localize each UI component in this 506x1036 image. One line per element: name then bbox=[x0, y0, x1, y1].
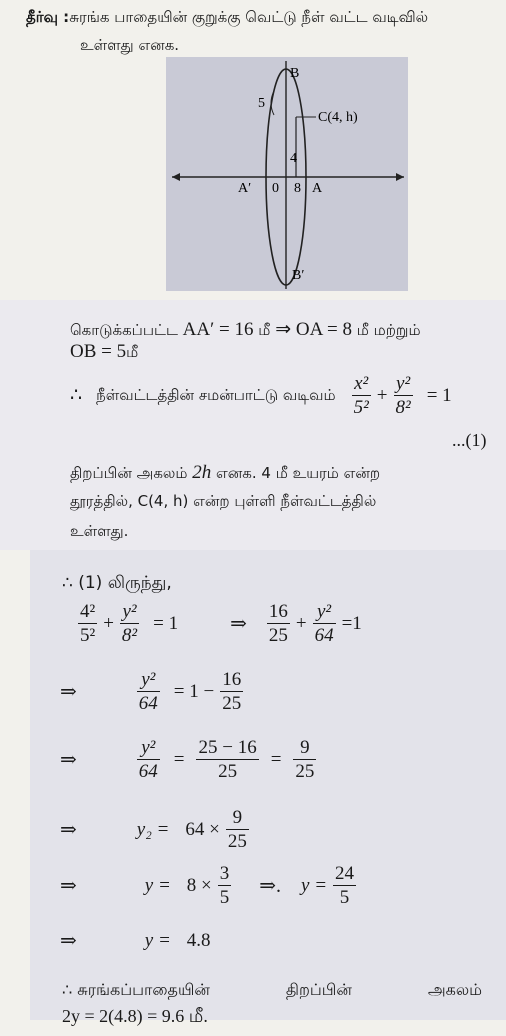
step4-lhs: y₂ = bbox=[136, 818, 170, 840]
fraction-y2-over-8sq: $\frac{\text{y²}}{\text{8²}}$ bbox=[395, 373, 411, 418]
plus-sign: + bbox=[376, 384, 388, 406]
step1-equals-2: =1 bbox=[341, 612, 362, 634]
solution-line-2: உள்ளது எனக. bbox=[80, 36, 180, 54]
equals-one: = 1 bbox=[426, 384, 452, 406]
step3-equals: = bbox=[173, 748, 185, 770]
frac-16-25-b: $\frac{16}{25}$ bbox=[222, 669, 242, 714]
conclusion-text-a: ∴ சுரங்கப்பாதையின் bbox=[62, 980, 210, 999]
step-6 bbox=[60, 928, 211, 953]
given-math-3: OB = 5 bbox=[70, 341, 127, 362]
equation-text: நீள்வட்டத்தின் சமன்பாட்டு வடிவம் bbox=[96, 385, 336, 404]
frac-16-25: $\frac{16}{25}$ bbox=[268, 601, 288, 646]
step2-equals: = 1 − bbox=[173, 680, 215, 702]
implies-arrow-6: ⇒ bbox=[60, 930, 77, 952]
solution-text-1: சுரங்க பாதையின் குறுக்கு வெட்டு நீள் வட்ட வடிவில் bbox=[69, 8, 429, 26]
frac-25-16-25: $\frac{25 - 16}{25}$ bbox=[198, 737, 257, 782]
step6-lhs: y = bbox=[144, 929, 171, 951]
implies-arrow-3: ⇒ bbox=[60, 749, 77, 771]
fraction-x2-over-5sq: $\frac{\text{x²}}{\text{5²}}$ bbox=[353, 373, 369, 418]
step-4 bbox=[60, 808, 249, 851]
therefore-symbol: ∴ bbox=[70, 385, 83, 406]
label-A-prime: A′ bbox=[238, 181, 252, 196]
frac-ysq-64-c: $\frac{\text{y²}}{64}$ bbox=[138, 737, 158, 782]
label-5: 5 bbox=[258, 96, 265, 111]
step-3 bbox=[60, 738, 316, 781]
frac-9-25: $\frac{9}{25}$ bbox=[295, 737, 315, 782]
width-para-line-3: உள்ளது. bbox=[70, 522, 129, 540]
width-text-a: திறப்பின் அகலம் bbox=[70, 464, 188, 482]
width-text-b: எனக. 4 மீ உயரம் என்ற bbox=[216, 464, 381, 482]
ellipse-equation bbox=[70, 374, 452, 417]
from-equation-1: ∴ (1) லிருந்து, bbox=[62, 573, 172, 593]
label-4: 4 bbox=[290, 151, 297, 166]
label-B: B bbox=[290, 66, 300, 81]
frac-3-5: $\frac{3}{5}$ bbox=[219, 863, 230, 908]
given-line-2 bbox=[70, 341, 138, 363]
step3-equals-2: = bbox=[270, 748, 282, 770]
implies-arrow-2: ⇒ bbox=[60, 681, 77, 703]
step-5 bbox=[60, 864, 356, 907]
implies-arrow-4: ⇒ bbox=[60, 819, 77, 841]
implies-arrow-5: ⇒ bbox=[60, 875, 77, 897]
given-text-4: மீ bbox=[126, 343, 139, 361]
given-line-1 bbox=[70, 318, 421, 341]
given-math-2: ⇒ OA = 8 bbox=[275, 319, 352, 340]
conclusion-line-1 bbox=[62, 980, 482, 1001]
frac-9-25-b: $\frac{9}{25}$ bbox=[227, 807, 247, 852]
solution-label: தீர்வு : bbox=[26, 8, 70, 26]
implies-arrow-5b: ⇒. bbox=[259, 875, 282, 897]
given-text-2: மீ bbox=[258, 321, 271, 339]
equation-reference: ...(1) bbox=[452, 430, 487, 450]
step6-rhs: 4.8 bbox=[186, 929, 211, 951]
step5-lhs-2: y = bbox=[301, 874, 328, 896]
step4-rhs: 64 × bbox=[185, 818, 220, 840]
label-origin: 0 bbox=[272, 181, 279, 196]
given-math-1: AA′ = 16 bbox=[182, 319, 254, 340]
label-8: 8 bbox=[294, 181, 301, 196]
step-1: $\frac{\text{4²}}{\text{5²}}$ + $\frac{\text{y²}}{\text{8²}}$ = 1 ⇒ $\frac{16}{25}$ + $\frac{\text{y²}}{64}$ =1 bbox=[80, 601, 362, 646]
label-B-prime: B′ bbox=[292, 268, 305, 283]
figure-background bbox=[166, 57, 408, 291]
ellipse-diagram bbox=[166, 57, 408, 291]
step5-rhs: 8 × bbox=[186, 874, 212, 896]
implies-arrow-1: ⇒ bbox=[230, 613, 247, 635]
width-para-line-1 bbox=[70, 462, 380, 484]
conclusion-line-2: 2y = 2(4.8) = 9.6 மீ. bbox=[62, 1006, 208, 1026]
frac-ysq-64: $\frac{\text{y²}}{64}$ bbox=[314, 601, 334, 646]
frac-ysq-8sq: $\frac{\text{y²}}{\text{8²}}$ bbox=[121, 601, 138, 646]
frac-24-5: $\frac{24}{5}$ bbox=[335, 863, 355, 908]
frac-4sq-5sq: $\frac{\text{4²}}{\text{5²}}$ bbox=[80, 601, 96, 646]
width-math: 2h bbox=[192, 462, 212, 483]
frac-ysq-64-b: $\frac{\text{y²}}{64}$ bbox=[138, 669, 158, 714]
given-text-3: மீ மற்றும் bbox=[356, 321, 421, 339]
conclusion-text-c: அகலம் bbox=[427, 980, 482, 999]
solution-line-1 bbox=[26, 8, 428, 28]
ellipse-figure bbox=[166, 57, 408, 291]
step-2 bbox=[60, 670, 243, 713]
step5-lhs: y = bbox=[144, 874, 171, 896]
label-point-C: C(4, h) bbox=[318, 110, 358, 125]
label-A: A bbox=[312, 181, 323, 196]
conclusion-text-b: திறப்பின் bbox=[285, 980, 352, 999]
width-para-line-2: தூரத்தில், C(4, h) என்ற புள்ளி நீள்வட்டத்தில் bbox=[70, 492, 377, 510]
step1-equals: = 1 bbox=[153, 612, 179, 634]
given-text-1: கொடுக்கப்பட்ட bbox=[70, 321, 178, 339]
